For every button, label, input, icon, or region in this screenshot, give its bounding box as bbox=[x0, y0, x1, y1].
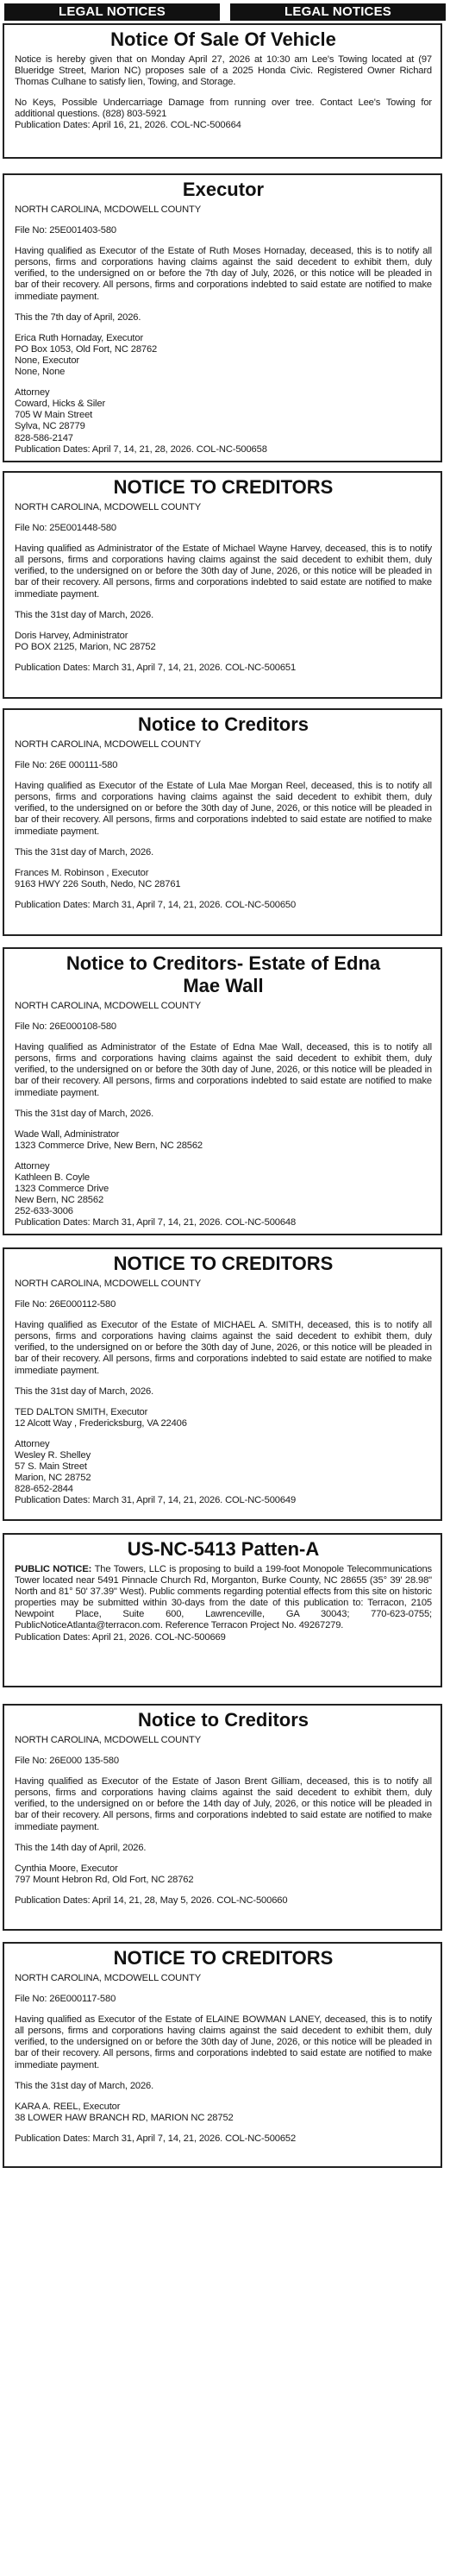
notice-publication-dates: Publication Dates: April 16, 21, 2026. COL-NC-500664 bbox=[15, 120, 241, 131]
notice-file-number: File No: 25E001448-580 bbox=[15, 523, 116, 534]
notice-body bbox=[15, 1564, 432, 1643]
section-header-right: LEGAL NOTICES bbox=[230, 3, 446, 21]
notice-body: Having qualified as Executor of the Estate of MICHAEL A. SMITH, deceased, this is to notify all persons, firms and corporations having claims against the said decedent to exhibit them, duly verified, to the undersigned on or before the 30th day of June, 2026, or this notice will be pleaded in bar of their recovery. All persons, firms and corporations indebted to said estate are notified to make immediate payment. bbox=[15, 1320, 432, 1376]
notice-file-number: File No: 25E001403-580 bbox=[15, 225, 116, 236]
notice-county: NORTH CAROLINA, MCDOWELL COUNTY bbox=[15, 1279, 202, 1289]
notice-title: Notice Of Sale Of Vehicle bbox=[110, 28, 336, 50]
notice-date-line: This the 31st day of March, 2026. bbox=[15, 2080, 154, 2091]
notice-executor-block: Erica Ruth Hornaday, Executor PO Box 1053, Old Fort, NC 28762 None, Executor None, None bbox=[15, 332, 158, 378]
notice-executor-block: Cynthia Moore, Executor 797 Mount Hebron Rd, Old Fort, NC 28762 bbox=[15, 1863, 194, 1885]
notice-creditors-reel bbox=[3, 708, 442, 936]
notice-public-tower bbox=[3, 1533, 442, 1687]
notice-body: Having qualified as Administrator of the Estate of Michael Wayne Harvey, deceased, this is to notify all persons, firms and corporations having claims against the said decedent to exhibit them, duly verified, to the undersigned on or before the 30th day of June, 2026, or this notice will be pleaded in bar of their recovery. All persons, firms and corporations indebted to said estate are notified to make immediate payment. bbox=[15, 543, 432, 600]
notice-paragraph: Notice is hereby given that on Monday April 27, 2026 at 10:30 am Lee's Towing located at (97 Blueridge Street, Marion NC) proposes sale of a 2025 Honda Civic. Registered Owner Richard Thomas Culhane to satisfy lien, Towing, and Storage. bbox=[15, 54, 432, 88]
notice-date-line: This the 31st day of March, 2026. bbox=[15, 846, 154, 858]
notice-title: NOTICE TO CREDITORS bbox=[113, 476, 334, 498]
notice-publication-dates: Publication Dates: March 31, April 7, 14, 21, 2026. COL-NC-500652 bbox=[15, 2133, 297, 2144]
notice-attorney-block: Attorney Wesley R. Shelley 57 S. Main Street Marion, NC 28752 828-652-2844 Publication Dates: March 31, April 7, 14, 21, 2026. COL-NC-500649 bbox=[15, 1438, 297, 1506]
notice-administrator-block: Doris Harvey, Administrator PO BOX 2125, Marion, NC 28752 bbox=[15, 630, 156, 652]
notice-file-number: File No: 26E000117-580 bbox=[15, 1994, 116, 2005]
notice-executor-hornaday bbox=[3, 173, 442, 462]
notice-creditors-gilliam bbox=[3, 1704, 442, 1931]
notice-creditors-harvey bbox=[3, 471, 442, 699]
notice-creditors-smith bbox=[3, 1247, 442, 1521]
notice-file-number: File No: 26E 000111-580 bbox=[15, 760, 118, 771]
notice-body: Having qualified as Executor of the Estate of ELAINE BOWMAN LANEY, deceased, this is to notify all persons, firms and corporations having claims against the said decedent to exhibit them, duly verified, to the undersigned on or before the 30th day of June, 2026, or this notice will be pleaded in bar of their recovery. All persons, firms and corporations indebted to said estate are notified to make immediate payment. bbox=[15, 2014, 432, 2070]
notice-county: NORTH CAROLINA, MCDOWELL COUNTY bbox=[15, 1735, 202, 1745]
notice-county: NORTH CAROLINA, MCDOWELL COUNTY bbox=[15, 204, 202, 215]
notice-county: NORTH CAROLINA, MCDOWELL COUNTY bbox=[15, 739, 202, 750]
notice-attorney-block: Attorney Kathleen B. Coyle 1323 Commerce Drive New Bern, NC 28562 252-633-3006 Publication Dates: March 31, April 7, 14, 21, 2026. COL-NC-500648 bbox=[15, 1160, 297, 1228]
notice-file-number: File No: 26E000112-580 bbox=[15, 1299, 116, 1310]
notice-date-line: This the 31st day of March, 2026. bbox=[15, 1385, 154, 1397]
notice-county: NORTH CAROLINA, MCDOWELL COUNTY bbox=[15, 502, 202, 512]
section-header-left: LEGAL NOTICES bbox=[4, 3, 220, 21]
notice-creditors-wall bbox=[3, 947, 442, 1235]
notice-publication-dates: Publication Dates: April 14, 21, 28, May 5, 2026. COL-NC-500660 bbox=[15, 1894, 288, 1906]
notice-date-line: This the 14th day of April, 2026. bbox=[15, 1842, 147, 1853]
notice-title: NOTICE TO CREDITORS bbox=[113, 1253, 334, 1274]
notice-date-line: This the 7th day of April, 2026. bbox=[15, 311, 141, 323]
notice-creditors-laney bbox=[3, 1942, 442, 2168]
notice-executor-block: KARA A. REEL, Executor 38 LOWER HAW BRANCH RD, MARION NC 28752 bbox=[15, 2101, 234, 2123]
notice-file-number: File No: 26E000108-580 bbox=[15, 1021, 116, 1033]
notice-date-line: This the 31st day of March, 2026. bbox=[15, 609, 154, 620]
notice-body: Having qualified as Executor of the Estate of Ruth Moses Hornaday, deceased, this is to notify all persons, firms and corporations having claims against the said decedent to exhibit them, duly verified, to the undersigned on or before the 7th day of July, 2026, or this notice will be pleaded in bar of their recovery. All persons, firms and corporations indebted to said estate are notified to make immediate payment. bbox=[15, 246, 432, 302]
notice-administrator-block: Wade Wall, Administrator 1323 Commerce Drive, New Bern, NC 28562 bbox=[15, 1128, 203, 1151]
notice-lead-label: PUBLIC NOTICE: bbox=[15, 1564, 92, 1574]
notice-title: Executor bbox=[182, 179, 265, 200]
notice-title: US-NC-5413 Patten-A bbox=[127, 1538, 320, 1560]
notice-body: Having qualified as Administrator of the Estate of Edna Mae Wall, deceased, this is to notify all persons, firms and corporations having claims against the said decedent to exhibit them, duly verified, to the undersigned on or before the 30th day of June, 2026, or this notice will be pleaded in bar of their recovery. All persons, firms and corporations indebted to said estate are notified to make immediate payment. bbox=[15, 1042, 432, 1098]
notice-body-text: The Towers, LLC is proposing to build a 199-foot Monopole Telecommunications Tower located near 5491 Pinnacle Church Rd, Morganton, Burke County, NC 28655 (35° 39' 28.98" North and 81° 50' 37.39" West). Public comments regarding potential effects from this site on historic properties may be submitted within 30-days from the date of this publication to: Terracon, 2105 Newpoint Place, Suite 600, Lawrenceville, GA 30043; 770-623-0755; PublicNoticeAtlanta@terracon.com. Reference Terracon Project No. 49267279. Publication Dates: April 21, 2026. COL-NC-500669 bbox=[15, 1564, 433, 1643]
notice-county: NORTH CAROLINA, MCDOWELL COUNTY bbox=[15, 1973, 202, 1983]
section-header-bar bbox=[0, 3, 450, 21]
notice-publication-dates: Publication Dates: March 31, April 7, 14, 21, 2026. COL-NC-500651 bbox=[15, 662, 297, 673]
notice-attorney-block: Attorney Coward, Hicks & Siler 705 W Main Street Sylva, NC 28779 828-586-2147 Publication Dates: April 7, 14, 21, 28, 2026. COL-NC-500658 bbox=[15, 387, 267, 455]
notice-vehicle-sale bbox=[3, 23, 442, 159]
notice-title: Notice to Creditors bbox=[137, 713, 309, 735]
notice-executor-block: Frances M. Robinson , Executor 9163 HWY 226 South, Nedo, NC 28761 bbox=[15, 867, 181, 889]
notice-body: Having qualified as Executor of the Estate of Jason Brent Gilliam, deceased, this is to notify all persons, firms and corporations having claims against the said decedent to exhibit them, duly verified, to the undersigned on or before the 14th day of July, 2026, or this notice will be pleaded in bar of their recovery. All persons, firms and corporations indebted to said estate are notified to make immediate payment. bbox=[15, 1776, 432, 1832]
notice-title: Notice to Creditors bbox=[137, 1709, 309, 1731]
notice-publication-dates: Publication Dates: March 31, April 7, 14, 21, 2026. COL-NC-500650 bbox=[15, 899, 297, 910]
notice-county: NORTH CAROLINA, MCDOWELL COUNTY bbox=[15, 1001, 202, 1011]
notice-title: Notice to Creditors- Estate of Edna Mae Wall bbox=[66, 952, 381, 996]
notice-body: Having qualified as Executor of the Estate of Lula Mae Morgan Reel, deceased, this is to notify all persons, firms and corporations having claims against the said decedent to exhibit them, duly verified, to the undersigned on or before the 30th day of June, 2026, or this notice will be pleaded in bar of their recovery. All persons, firms and corporations indebted to said estate are notified to make immediate payment. bbox=[15, 781, 432, 837]
notice-executor-block: TED DALTON SMITH, Executor 12 Alcott Way , Fredericksburg, VA 22406 bbox=[15, 1406, 187, 1429]
notice-date-line: This the 31st day of March, 2026. bbox=[15, 1108, 154, 1119]
notice-paragraph: No Keys, Possible Undercarriage Damage from running over tree. Contact Lee's Towing for additional questions. (828) 803-5921 bbox=[15, 97, 432, 120]
notice-title: NOTICE TO CREDITORS bbox=[113, 1947, 334, 1969]
notice-file-number: File No: 26E000 135-580 bbox=[15, 1756, 119, 1767]
